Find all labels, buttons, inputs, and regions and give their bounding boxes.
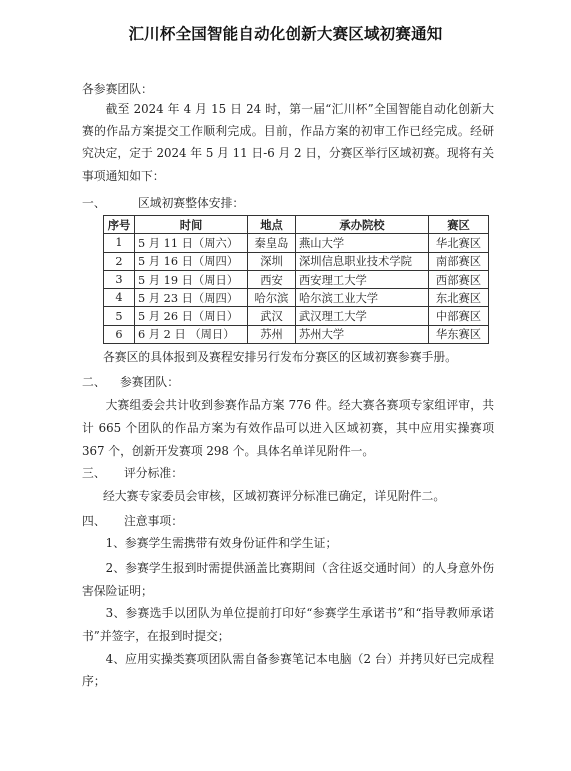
- cell-time: 5 月 19 日（周日）: [135, 270, 248, 288]
- section-1-heading: [82, 194, 244, 211]
- cell-region: 东北赛区: [429, 289, 489, 307]
- header-index: 序号: [104, 216, 135, 234]
- section-3-paragraph: 经大赛专家委员会审核，区域初赛评分标准已确定，详见附件二。: [103, 489, 446, 503]
- section-4-heading: [82, 512, 183, 529]
- cell-index: 2: [104, 252, 135, 270]
- cell-time: 5 月 23 日（周四）: [135, 289, 248, 307]
- section-2-number: 二、: [82, 375, 106, 389]
- note-item: 2、参赛学生报到时需提供涵盖比赛期间（含往返交通时间）的人身意外伤害保险证明；: [82, 561, 494, 598]
- header-time: 时间: [135, 216, 248, 234]
- cell-index: 5: [104, 307, 135, 325]
- note-item: 3、参赛选手以团队为单位提前打印好“参赛学生承诺书”和“指导教师承诺书”并签字，在报到时提交；: [82, 606, 494, 643]
- section-3-title: 评分标准：: [124, 466, 183, 480]
- header-location: 地点: [248, 216, 296, 234]
- table-row: [104, 252, 489, 270]
- section-2-heading: [82, 373, 179, 390]
- header-region: 赛区: [429, 216, 489, 234]
- table-header-row: [104, 216, 489, 234]
- cell-region: 中部赛区: [429, 307, 489, 325]
- cell-region: 南部赛区: [429, 252, 489, 270]
- table-row: [104, 307, 489, 325]
- cell-host: 哈尔滨工业大学: [296, 289, 429, 307]
- section-3-heading: [82, 464, 183, 481]
- cell-location: 深圳: [248, 252, 296, 270]
- cell-time: 5 月 16 日（周四）: [135, 252, 248, 270]
- cell-index: 4: [104, 289, 135, 307]
- table-row: [104, 234, 489, 252]
- table-note: 各赛区的具体报到及赛程安排另行发布分赛区的区域初赛参赛手册。: [103, 350, 457, 364]
- table-row: [104, 325, 489, 343]
- cell-host: 燕山大学: [296, 234, 429, 252]
- section-3-number: 三、: [82, 466, 106, 480]
- section-4-number: 四、: [82, 514, 106, 528]
- cell-location: 武汉: [248, 307, 296, 325]
- schedule-table: [103, 215, 489, 344]
- salutation: 各参赛团队：: [82, 82, 153, 96]
- section-2-title: 参赛团队：: [120, 375, 179, 389]
- section-1-number: 一、: [82, 196, 106, 210]
- note-item: 4、应用实操类赛项团队需自备参赛笔记本电脑（2 台）并拷贝好已完成程序；: [82, 652, 494, 689]
- cell-region: 华东赛区: [429, 325, 489, 343]
- cell-host: 西安理工大学: [296, 270, 429, 288]
- cell-location: 哈尔滨: [248, 289, 296, 307]
- table-row: [104, 289, 489, 307]
- cell-time: 5 月 26 日（周日）: [135, 307, 248, 325]
- cell-index: 3: [104, 270, 135, 288]
- cell-host: 深圳信息职业技术学院: [296, 252, 429, 270]
- page-title: 汇川杯全国智能自动化创新大赛区域初赛通知: [128, 25, 443, 43]
- cell-host: 苏州大学: [296, 325, 429, 343]
- cell-index: 1: [104, 234, 135, 252]
- cell-location: 西安: [248, 270, 296, 288]
- cell-time: 5 月 11 日（周六）: [135, 234, 248, 252]
- cell-location: 秦皇岛: [248, 234, 296, 252]
- cell-location: 苏州: [248, 325, 296, 343]
- cell-region: 西部赛区: [429, 270, 489, 288]
- cell-index: 6: [104, 325, 135, 343]
- cell-region: 华北赛区: [429, 234, 489, 252]
- section-1-title: 区域初赛整体安排：: [138, 196, 245, 210]
- note-item: 1、参赛学生需携带有效身份证件和学生证；: [105, 536, 338, 550]
- cell-host: 武汉理工大学: [296, 307, 429, 325]
- intro-paragraph: 截至 2024 年 4 月 15 日 24 时，第一届“汇川杯”全国智能自动化创新大赛的作品方案提交工作顺利完成。目前，作品方案的初审工作已经完成。经研究决定，定于 2024 年 5 月 11 日-6 月 2 日，分赛区举行区域初赛。现将有关事项通知如下：: [82, 102, 495, 183]
- cell-time: 6 月 2 日 （周日）: [135, 325, 248, 343]
- table-row: [104, 270, 489, 288]
- header-host: 承办院校: [296, 216, 429, 234]
- section-2-paragraph: 大赛组委会共计收到参赛作品方案 776 件。经大赛各赛项专家组评审，共计 665 个团队的作品方案为有效作品可以进入区域初赛，其中应用实操赛项 367 个，创新开发赛项 298 个。具体名单详见附件一。: [82, 398, 494, 458]
- section-4-title: 注意事项：: [124, 514, 183, 528]
